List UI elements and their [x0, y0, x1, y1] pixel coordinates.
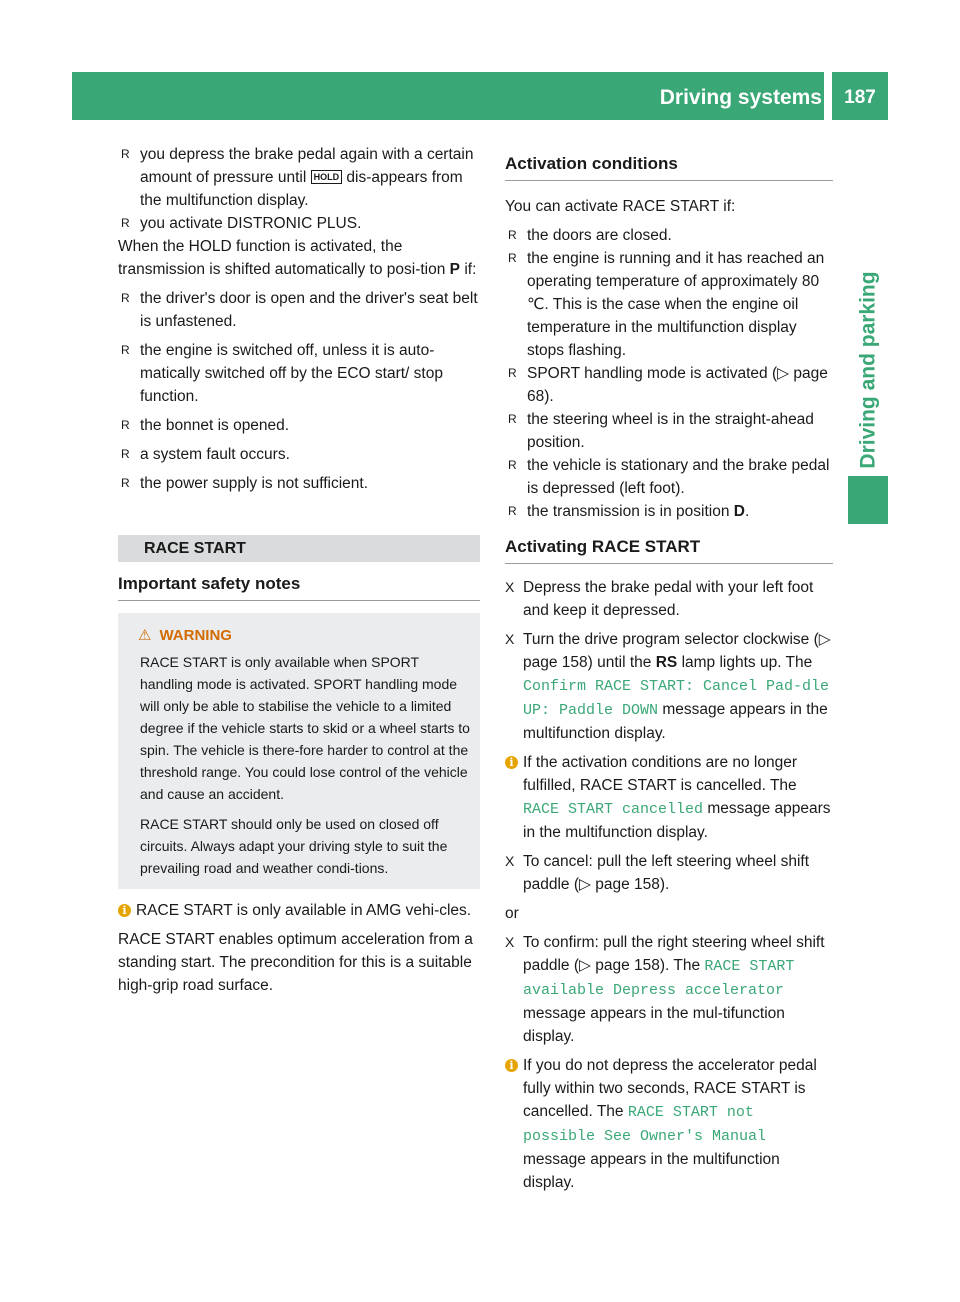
left-column — [118, 143, 480, 997]
list-item: R the driver's door is open and the driver's seat belt is unfastened. — [121, 290, 478, 330]
paragraph: RACE START enables optimum acceleration from a standing start. The precondition for this is a suitable high-grip road surface. — [118, 931, 473, 994]
warning-box — [118, 613, 480, 889]
step-arrow: X — [505, 853, 515, 869]
step-arrow: X — [505, 631, 515, 647]
display-message: RACE START cancelled — [523, 801, 704, 818]
warning-icon: ⚠ — [138, 627, 152, 644]
bullet-mark: R — [121, 216, 130, 230]
step-item: X To confirm: pull the right steering wheel shift paddle (▷ page 158). The RACE START available Depress accelerator message appears in the mul-tifunction display. — [505, 931, 833, 1048]
list-item: R the steering wheel is in the straight-ahead position. — [508, 411, 814, 451]
list-item: R you activate DISTRONIC PLUS. — [118, 212, 480, 235]
info-note: i If you do not depress the accelerator pedal fully within two seconds, RACE START is cancelled. The RACE START not possible See Owner's Manual message appears in the multifunction display. — [505, 1054, 833, 1194]
paragraph: or — [505, 905, 519, 922]
hold-icon: HOLD — [311, 170, 343, 184]
section-heading: RACE START — [118, 535, 480, 562]
display-message: RACE START not possible See Owner's Manual — [523, 1104, 767, 1145]
info-icon: i — [505, 1059, 518, 1072]
info-icon: i — [505, 756, 518, 769]
list-item: R the engine is switched off, unless it is auto-matically switched off by the ECO start/ stop function. — [121, 342, 443, 405]
list-item: R the engine is running and it has reached an operating temperature of approximately 80 ℃. This is the case when the engine oil temperature in the multifunction display stops flashing. — [508, 250, 825, 359]
list-item: R a system fault occurs. — [121, 446, 290, 463]
side-tab — [848, 240, 888, 500]
list-item: R the transmission is in position D. — [508, 503, 750, 520]
warning-text: RACE START is only available when SPORT handling mode is activated. SPORT handling mode will only be able to stabilise the vehicle to a limited degree if the vehicle starts to skid or a wheel starts to spin. The vehicle is there-fore harder to control at the threshold range. You could lose control of the vehicle and cause an accident. — [140, 654, 470, 802]
display-message: Confirm RACE START: Cancel Pad‐dle UP: Paddle DOWN — [523, 678, 830, 719]
info-note: i RACE START is only available in AMG vehi-cles. — [118, 899, 480, 922]
section-title: Driving systems — [659, 86, 822, 109]
list-item: R the power supply is not sufficient. — [121, 475, 369, 492]
list-item: R SPORT handling mode is activated (▷ page 68). — [508, 365, 828, 405]
subheading: Activating RACE START — [505, 535, 833, 564]
info-note: i If the activation conditions are no longer fulfilled, RACE START is cancelled. The RACE START cancelled message appears in the multifunction display. — [505, 751, 833, 844]
warning-title: ⚠ WARNING — [138, 625, 474, 647]
list-item: R the vehicle is stationary and the brake pedal is depressed (left foot). — [508, 457, 830, 497]
paragraph: When the HOLD function is activated, the transmission is shifted automatically to posi-tion P if: — [118, 238, 477, 278]
display-message: RACE START available Depress accelerator — [523, 958, 795, 999]
warning-text: RACE START should only be used on closed off circuits. Always adapt your driving style to suit the prevailing road and weather condi-tions. — [140, 816, 448, 876]
list-item: R the doors are closed. — [508, 227, 672, 244]
step-arrow: X — [505, 934, 515, 950]
subheading: Important safety notes — [118, 572, 480, 601]
list-item: R you depress the brake pedal again with a certain amount of pressure until HOLD dis-appears from the multifunction display. — [118, 143, 480, 212]
step-arrow: X — [505, 579, 515, 595]
step-item: X To cancel: pull the left steering wheel shift paddle (▷ page 158). — [505, 850, 833, 896]
list-item: R the bonnet is opened. — [121, 417, 290, 434]
step-item: X Depress the brake pedal with your left foot and keep it depressed. — [505, 576, 833, 622]
step-item: X Turn the drive program selector clockwise (▷ page 158) until the RS lamp lights up. The Confirm RACE START: Cancel Pad‐dle UP: Paddle DOWN message appears in the multifunction display. — [505, 628, 833, 745]
paragraph: You can activate RACE START if: — [505, 198, 736, 215]
bullet-mark: R — [121, 147, 130, 161]
side-tab-label: Driving and parking — [856, 271, 880, 469]
page-number: 187 — [844, 87, 876, 108]
right-column — [505, 143, 833, 1194]
subheading: Activation conditions — [505, 152, 833, 181]
info-icon: i — [118, 904, 131, 917]
side-tab-block — [848, 476, 888, 524]
